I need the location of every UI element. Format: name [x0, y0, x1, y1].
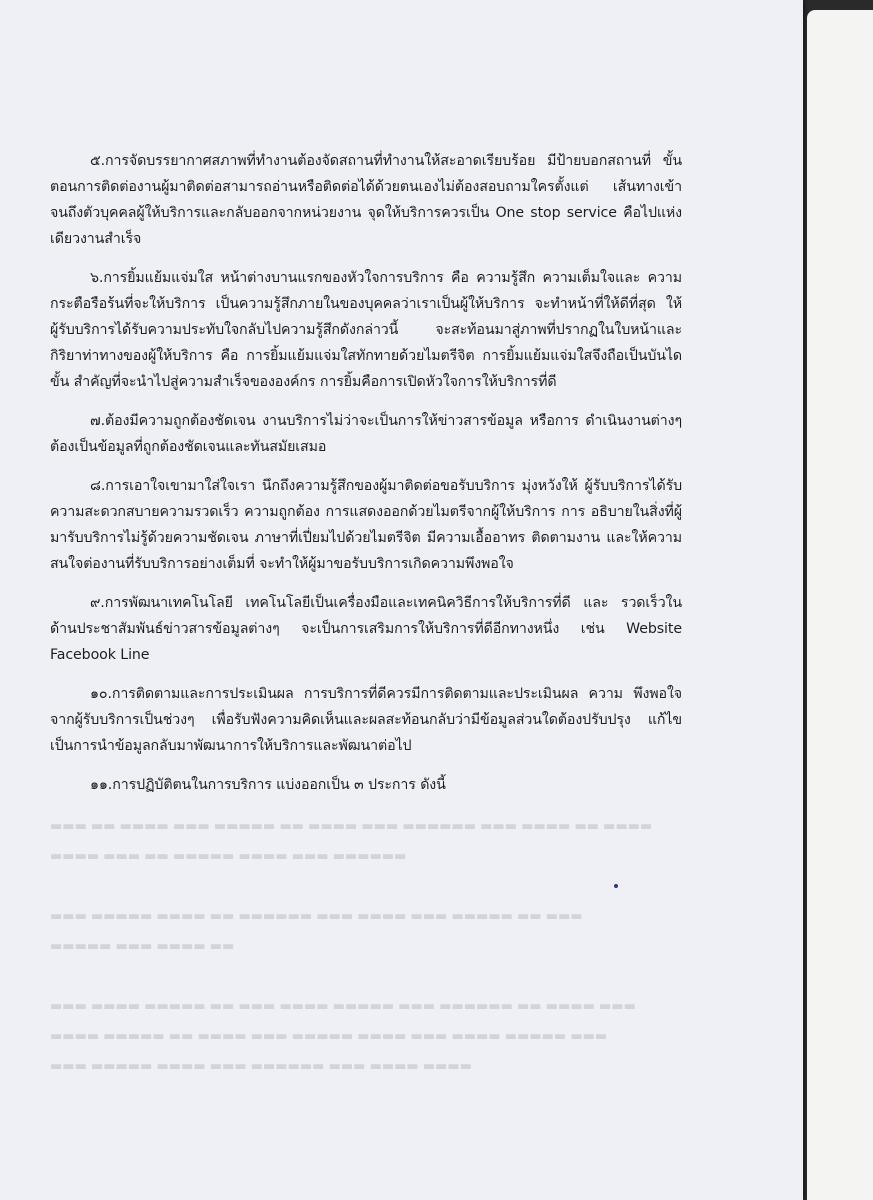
body-text	[50, 148, 682, 811]
show-through-texture: ▬▬▬ ▬▬ ▬▬▬▬ ▬▬▬ ▬▬▬▬▬ ▬▬ ▬▬▬▬ ▬▬▬ ▬▬▬▬▬▬ ▬▬▬ ▬▬▬▬ ▬▬ ▬▬▬▬ ▬▬▬▬ ▬▬▬ ▬▬ ▬▬▬▬▬ ▬▬▬▬ ▬▬▬ ▬▬▬▬▬▬ ▬▬▬ ▬▬▬▬▬ ▬▬▬▬ ▬▬ ▬▬▬▬▬▬ ▬▬▬ ▬▬▬▬ ▬▬▬ ▬▬▬▬▬ ▬▬ ▬▬▬ ▬▬▬▬▬ ▬▬▬ ▬▬▬▬ ▬▬ ▬▬▬ ▬▬▬▬ ▬▬▬▬▬ ▬▬ ▬▬▬ ▬▬▬▬ ▬▬▬▬▬ ▬▬▬ ▬▬▬▬▬▬ ▬▬ ▬▬▬▬ ▬▬▬ ▬▬▬▬ ▬▬▬▬▬ ▬▬ ▬▬▬▬ ▬▬▬ ▬▬▬▬▬ ▬▬▬▬ ▬▬▬ ▬▬▬▬ ▬▬▬▬▬ ▬▬▬ ▬▬▬ ▬▬▬▬▬ ▬▬▬▬ ▬▬▬ ▬▬▬▬▬▬ ▬▬▬ ▬▬▬▬ ▬▬▬▬	[50, 819, 653, 1074]
paragraph-5: ๕.การจัดบรรยากาศสภาพที่ทำงานต้องจัดสถานที่ทำงานให้สะอาดเรียบร้อย มีป้ายบอกสถานที่ ขั้นตอนการติดต่องานผู้มาติดต่อสามารถอ่านหรือติดต่อได้ด้วยตนเองไม่ต้องสอบถามใครตั้งแต่ เส้นทางเข้าจนถึงตัวบุคคลผู้ให้บริการและกลับออกจากหน่วยงาน จุดให้บริการควรเป็น One stop service คือไปแห่งเดียวงานสำเร็จ	[50, 153, 682, 247]
paragraph-9: ๙.การพัฒนาเทคโนโลยี เทคโนโลยีเป็นเครื่องมือและเทคนิควิธีการให้บริการที่ดี และ รวดเร็วในด้านประชาสัมพันธ์ข่าวสารข้อมูลต่างๆ จะเป็นการเสริมการให้บริการที่ดีอีกทางหนึ่ง เช่น Website Facebook Line	[50, 595, 682, 663]
ink-speck	[614, 884, 618, 888]
paragraph-11: ๑๑.การปฏิบัติตนในการบริการ แบ่งออกเป็น ๓ ประการ ดังนี้	[90, 777, 446, 793]
paragraph-8: ๘.การเอาใจเขามาใส่ใจเรา นึกถึงความรู้สึกของผู้มาติดต่อขอรับบริการ มุ่งหวังให้ ผู้รับบริการได้รับความสะดวกสบายความรวดเร็ว ความถูกต้อง การแสดงออกด้วยไมตรีจากผู้ให้บริการ การ อธิบายในสิ่งที่ผู้มารับบริการไม่รู้ด้วยความชัดเจน ภาษาที่เปี่ยมไปด้วยไมตรีจิต มีความเอื้ออาทร ติดตามงาน และให้ความสนใจต่องานที่รับบริการอย่างเต็มที่ จะทำให้ผู้มาขอรับบริการเกิดความพึงพอใจ	[50, 478, 682, 572]
paragraph-7: ๗.ต้องมีความถูกต้องชัดเจน งานบริการไม่ว่าจะเป็นการให้ข่าวสารข้อมูล หรือการ ดำเนินงานต่างๆ ต้องเป็นข้อมูลที่ถูกต้องชัดเจนและทันสมัยเสมอ	[50, 413, 682, 455]
paragraph-6: ๖.การยิ้มแย้มแจ่มใส หน้าต่างบานแรกของหัวใจการบริการ คือ ความรู้สึก ความเต็มใจและ ความกระตือรือร้นที่จะให้บริการ เป็นความรู้สึกภายในของบุคคลว่าเราเป็นผู้ให้บริการ จะทำหน้าที่ให้ดีที่สุด ให้ผู้รับบริการได้รับความประทับใจกลับไปความรู้สึกดังกล่าวนี้ จะสะท้อนมาสู่ภาพที่ปรากฏในใบหน้าและ กิริยาท่าทางของผู้ให้บริการ คือ การยิ้มแย้มแจ่มใสทักทายด้วยไมตรีจิต การยิ้มแย้มแจ่มใสจึงถือเป็นบันไดขั้น สำคัญที่จะนำไปสู่ความสำเร็จขององค์กร การยิ้มคือการเปิดหัวใจการให้บริการที่ดี	[50, 270, 682, 390]
adjacent-page-edge	[807, 10, 873, 1200]
paragraph-10: ๑๐.การติดตามและการประเมินผล การบริการที่ดีควรมีการติดตามและประเมินผล ความ พึงพอใจจากผู้รับบริการเป็นช่วงๆ เพื่อรับฟังความคิดเห็นและผลสะท้อนกลับว่ามีข้อมูลส่วนใดต้องปรับปรุง แก้ไข เป็นการนำข้อมูลกลับมาพัฒนาการให้บริการและพัฒนาต่อไป	[50, 686, 682, 754]
